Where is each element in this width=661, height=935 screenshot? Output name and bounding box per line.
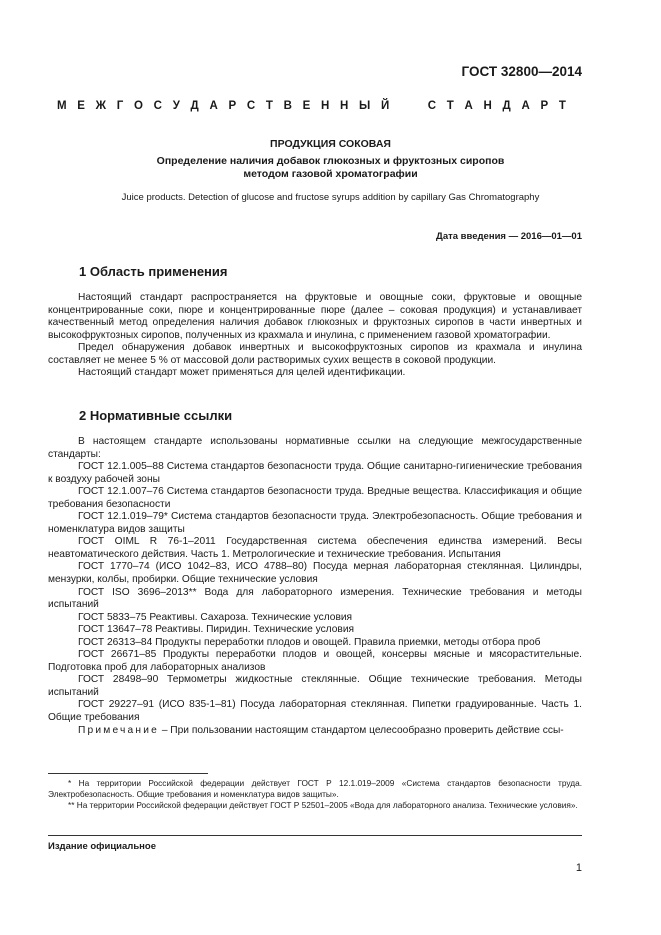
official-edition-label: Издание официальное: [48, 841, 156, 852]
product-title: ПРОДУКЦИЯ СОКОВАЯ: [270, 138, 391, 150]
reference-item: ГОСТ 12.1.007–76 Система стандартов безопасности труда. Вредные вещества. Классификация и общие требования безопасности: [48, 486, 582, 510]
paragraph: Предел обнаружения добавок инвертных и высокофруктозных сиропов из крахмала и инулина составляет не менее 5 % от массовой доли растворимых сухих веществ в соковой продукции.: [48, 342, 582, 366]
banner-letter: Г: [116, 100, 124, 112]
introduction-date: Дата введения — 2016—01—01: [436, 231, 582, 242]
section-1-body: [48, 292, 582, 380]
banner-letter: Е: [77, 100, 85, 112]
footnote: ** На территории Российской федерации действует ГОСТ Р 52501–2005 «Вода для лабораторного анализа. Технические условия».: [68, 800, 578, 810]
note-label: Примечание: [78, 724, 159, 736]
banner-letter: Н: [340, 100, 349, 112]
reference-item: ГОСТ 26671–85 Продукты переработки плодов и овощей, консервы мясные и мясорастительные. Подготовка проб для лабораторных анализов: [48, 649, 582, 673]
reference-item: ГОСТ 28498–90 Термометры жидкостные стеклянные. Общие технические требования. Методы испытаний: [48, 674, 582, 698]
reference-item: ГОСТ 29227–91 (ИСО 835-1–81) Посуда лабораторная стеклянная. Пипетки градуированные. Часть 1. Общие требования: [48, 699, 582, 724]
reference-item: ГОСТ 5833–75 Реактивы. Сахароза. Технические условия: [78, 611, 353, 623]
reference-item: ГОСТ 26313–84 Продукты переработки плодов и овощей. Правила приемки, методы отбора проб: [78, 636, 541, 648]
banner-letter: Д: [502, 100, 511, 112]
banner-letter: М: [57, 100, 67, 112]
banner-letter: С: [153, 100, 162, 112]
banner-letter: А: [521, 100, 530, 112]
banner-gap: [400, 100, 403, 112]
banner-letter: Ж: [95, 100, 107, 112]
banner-letter: В: [283, 100, 292, 112]
paragraph: В настоящем стандарте использованы нормативные ссылки на следующие межгосударственные стандарты:: [48, 436, 582, 460]
banner-letter: А: [209, 100, 218, 112]
banner-letter: С: [427, 100, 437, 112]
footnotes: [48, 778, 582, 811]
edition-separator: [48, 835, 582, 836]
section-2-body: [48, 436, 582, 737]
banner-letter: А: [464, 100, 473, 112]
banner-letter: Н: [483, 100, 492, 112]
banner-letter: Й: [380, 100, 390, 112]
standard-code: ГОСТ 32800—2014: [461, 64, 582, 79]
interstate-standard-banner: [57, 100, 566, 112]
paragraph: Настоящий стандарт может применяться для целей идентификации.: [78, 367, 406, 379]
reference-item: ГОСТ 1770–74 (ИСО 1042–83, ИСО 4788–80) Посуда мерная лабораторная стеклянная. Цилиндры, мензурки, колбы, пробирки. Общие технические условия: [48, 561, 582, 586]
footnote: * На территории Российской федерации действует ГОСТ Р 12.1.019–2009 «Система стандартов безопасности труда. Электробезопасность. Общие требования и номенклатура видов защиты».: [48, 778, 582, 799]
banner-letter: Ы: [359, 100, 371, 112]
english-title: Juice products. Detection of glucose and fructose syrups addition by capillary Gas Chromatography: [121, 192, 540, 203]
subtitle-line-2: методом газовой хроматографии: [243, 168, 418, 180]
paragraph: Настоящий стандарт распространяется на фруктовые и овощные соки, фруктовые и овощные концентрированные соки, пюре и концентрированные пюре (далее – соковая продукция) и устанавливает качественный метод определения наличия добавок глюкозных и фруктозных сиропов в части инвертных и высокофруктозных сиропов, полученных из крахмала и инулина, с применением газовой хроматографии.: [48, 292, 582, 341]
banner-letter: У: [172, 100, 180, 112]
section-2-heading: 2 Нормативные ссылки: [79, 408, 233, 423]
banner-letter: Е: [302, 100, 311, 112]
banner-letter: Р: [228, 100, 237, 112]
banner-gap: [414, 100, 417, 112]
reference-item: ГОСТ 12.1.005–88 Система стандартов безопасности труда. Общие санитарно-гигиенические требования к воздуху рабочей зоны: [48, 461, 582, 485]
note-text: – При пользовании настоящим стандартом целесообразно проверить действие ссы-: [161, 724, 564, 736]
page-number: 1: [575, 862, 582, 874]
banner-letter: Д: [190, 100, 199, 112]
document-subtitle: [60, 155, 601, 181]
banner-letter: Н: [320, 100, 330, 112]
banner-letter: С: [246, 100, 256, 112]
banner-letter: Т: [558, 100, 566, 112]
note: [48, 725, 582, 738]
reference-item: ГОСТ 12.1.019–79* Система стандартов безопасности труда. Электробезопасность. Общие требования и номенклатура видов защиты: [48, 511, 582, 535]
banner-letter: О: [134, 100, 143, 112]
footnote-separator: [48, 773, 208, 774]
banner-letter: Р: [540, 100, 549, 112]
section-1-heading: 1 Область применения: [79, 264, 228, 279]
banner-letter: Т: [265, 100, 273, 112]
subtitle-line-1: Определение наличия добавок глюкозных и фруктозных сиропов: [156, 155, 505, 167]
banner-letter: Т: [446, 100, 454, 112]
reference-item: ГОСТ 13647–78 Реактивы. Пиридин. Технические условия: [78, 624, 355, 636]
reference-item: ГОСТ ISO 3696–2013** Вода для лабораторного измерения. Технические требования и методы испытаний: [48, 586, 582, 611]
reference-item: ГОСТ OIML R 76-1–2011 Государственная система обеспечения единства измерений. Весы неавтоматического действия. Часть 1. Метрологические и технические требования. Испытания: [48, 536, 582, 560]
